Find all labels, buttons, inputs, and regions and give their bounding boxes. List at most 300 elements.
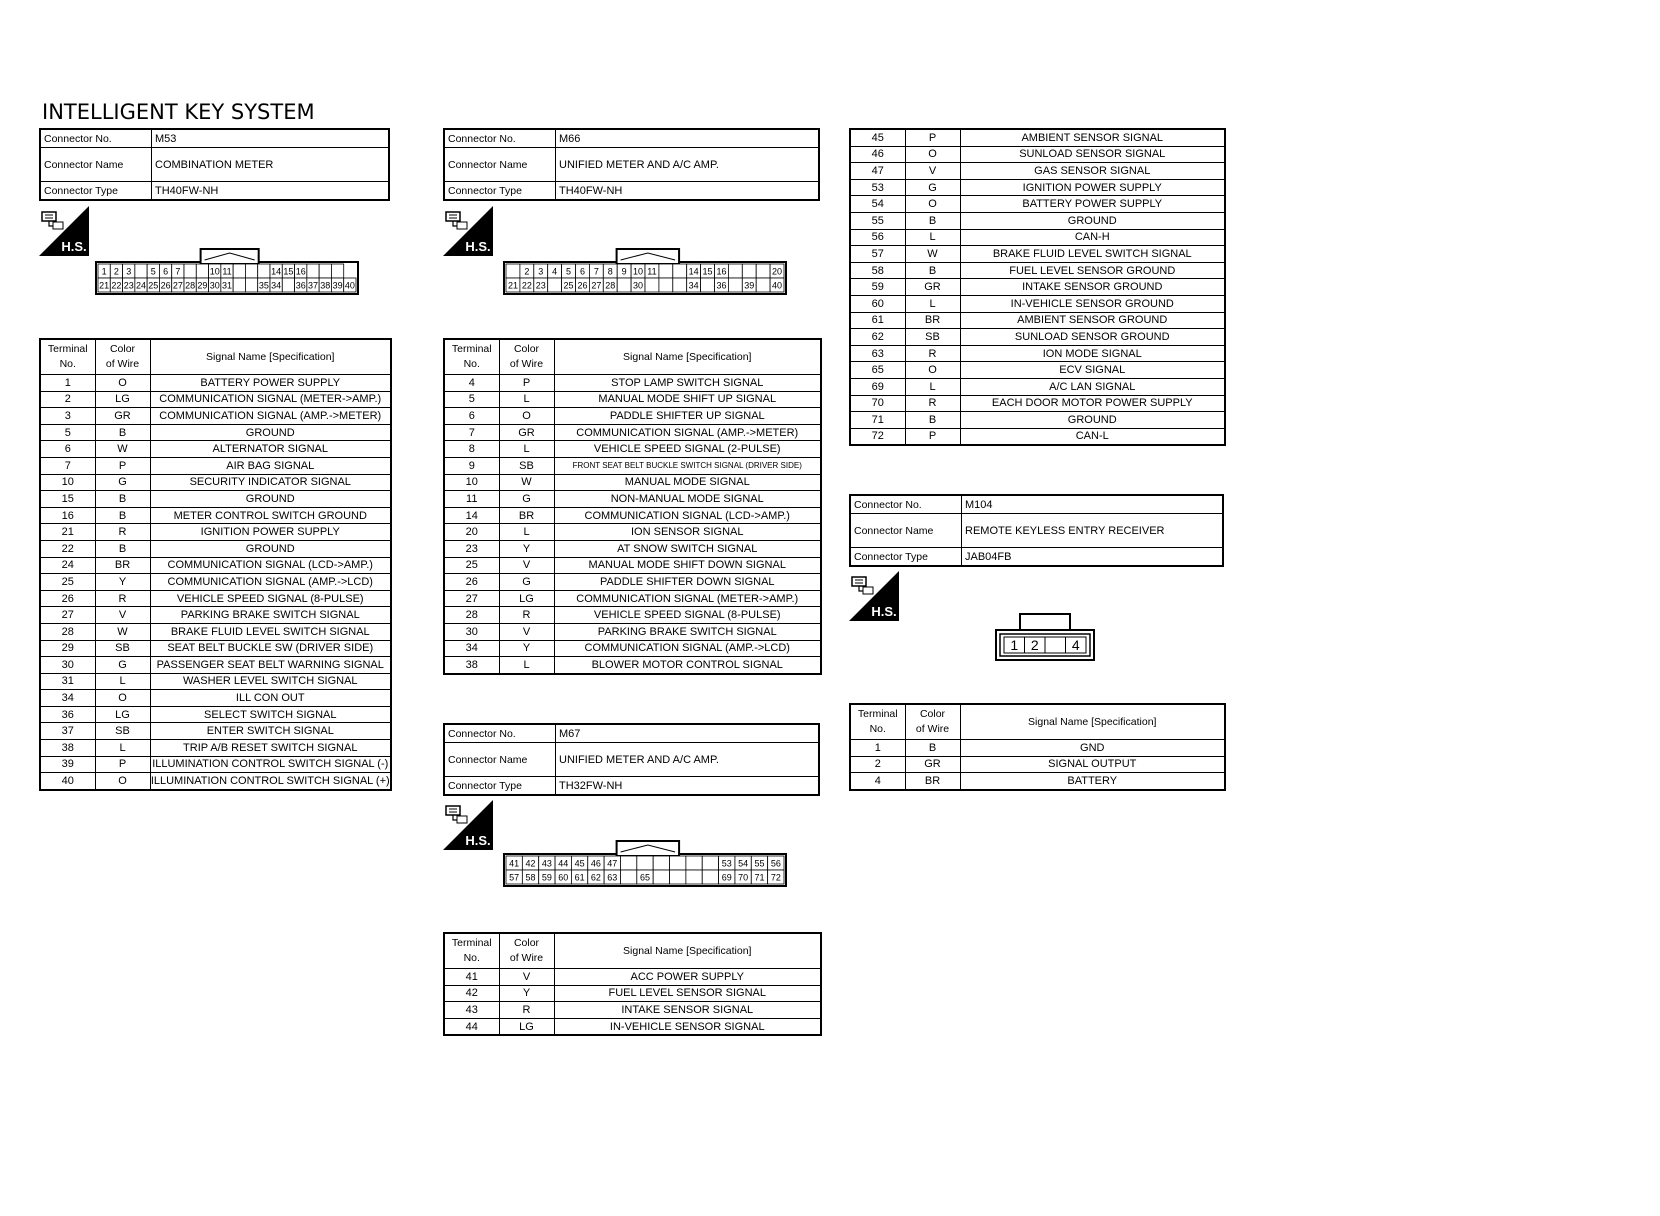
table-row — [444, 657, 821, 674]
wire-color-cell: L — [95, 740, 150, 757]
wire-color-cell: O — [905, 196, 960, 213]
label-connector-type: Connector Type — [850, 548, 962, 567]
pin-number: 10 — [633, 266, 644, 277]
wire-color-cell: G — [95, 474, 150, 491]
pin-number: 30 — [633, 280, 644, 291]
signal-name-cell: CAN-H — [960, 229, 1225, 246]
table-row — [444, 623, 821, 640]
pin-number: 11 — [647, 266, 657, 277]
terminal-cell: 72 — [850, 428, 905, 445]
wire-color-cell: L — [499, 441, 554, 458]
pin-number: 7 — [175, 266, 181, 277]
pin-number: 2 — [1030, 637, 1039, 653]
signal-name-cell: GAS SENSOR SIGNAL — [960, 163, 1225, 180]
terminal-cell: 7 — [444, 424, 499, 441]
wire-color-cell: L — [905, 378, 960, 395]
terminal-cell: 23 — [444, 540, 499, 557]
table-row — [40, 408, 391, 425]
wire-color-cell: GR — [905, 756, 960, 773]
signal-name-cell: INTAKE SENSOR SIGNAL — [554, 1002, 821, 1019]
pin-number: 4 — [552, 266, 558, 277]
signal-name-cell: GND — [960, 740, 1225, 757]
pin-number: 30 — [209, 280, 220, 291]
signal-name-cell: BATTERY — [960, 773, 1225, 790]
wire-color-cell: Y — [95, 574, 150, 591]
label-connector-name: Connector Name — [850, 514, 962, 548]
hs-badge-icon — [443, 206, 493, 256]
pin-number: 2 — [113, 266, 119, 277]
table-row — [850, 163, 1225, 180]
wire-color-cell: R — [95, 524, 150, 541]
wire-color-cell: B — [95, 507, 150, 524]
pin-number: 28 — [185, 280, 196, 291]
wire-color-cell: BR — [95, 557, 150, 574]
terminal-cell: 45 — [850, 129, 905, 146]
pin-cell — [659, 264, 673, 278]
signal-name-cell: VEHICLE SPEED SIGNAL (2-PULSE) — [554, 441, 821, 458]
wire-color-cell: V — [905, 163, 960, 180]
header-terminal-line2: No. — [59, 358, 76, 370]
signal-table-m104 — [849, 703, 1226, 791]
wire-color-cell: GR — [499, 424, 554, 441]
table-row — [444, 557, 821, 574]
pin-number: 31 — [221, 280, 233, 291]
terminal-cell: 30 — [40, 657, 95, 674]
terminal-cell: 57 — [850, 246, 905, 263]
table-row — [40, 773, 391, 790]
pin-number: 20 — [772, 266, 783, 277]
terminal-cell: 10 — [40, 474, 95, 491]
pin-cell — [728, 264, 742, 278]
pin-number: 55 — [754, 858, 765, 869]
pin-cell — [506, 264, 520, 278]
table-row — [444, 969, 821, 986]
terminal-cell: 10 — [444, 474, 499, 491]
terminal-cell: 30 — [444, 623, 499, 640]
signal-name-cell: BRAKE FLUID LEVEL SWITCH SIGNAL — [960, 246, 1225, 263]
table-row — [444, 1002, 821, 1019]
terminal-cell: 20 — [444, 524, 499, 541]
terminal-cell: 8 — [444, 441, 499, 458]
signal-name-cell: COMMUNICATION SIGNAL (LCD->AMP.) — [554, 507, 821, 524]
header-signal-name: Signal Name [Specification] — [554, 339, 821, 375]
wire-color-cell: R — [95, 590, 150, 607]
label-connector-name: Connector Name — [444, 148, 556, 182]
table-row — [850, 212, 1225, 229]
pin-number: 35 — [258, 280, 269, 291]
pin-number: 72 — [770, 872, 781, 883]
table-row — [40, 375, 391, 392]
wire-color-cell: B — [905, 412, 960, 429]
pin-number: 53 — [721, 858, 732, 869]
terminal-cell: 53 — [850, 179, 905, 196]
terminal-cell: 3 — [40, 408, 95, 425]
table-row — [850, 262, 1225, 279]
wire-color-cell: O — [499, 408, 554, 425]
signal-name-cell: GROUND — [150, 540, 391, 557]
table-row — [40, 723, 391, 740]
signal-name-cell: MANUAL MODE SHIFT DOWN SIGNAL — [554, 557, 821, 574]
label-connector-no: Connector No. — [40, 129, 152, 148]
table-row — [40, 690, 391, 707]
table-row — [40, 657, 391, 674]
signal-name-cell: SUNLOAD SENSOR GROUND — [960, 329, 1225, 346]
terminal-cell: 1 — [40, 375, 95, 392]
signal-name-cell: A/C LAN SIGNAL — [960, 378, 1225, 395]
wire-color-cell: W — [499, 474, 554, 491]
table-row — [444, 524, 821, 541]
signal-name-cell: STOP LAMP SWITCH SIGNAL — [554, 375, 821, 392]
pin-number: 1 — [1010, 637, 1019, 653]
wire-color-cell: L — [499, 524, 554, 541]
terminal-cell: 71 — [850, 412, 905, 429]
signal-name-cell: SUNLOAD SENSOR SIGNAL — [960, 146, 1225, 163]
signal-name-cell: FUEL LEVEL SENSOR SIGNAL — [554, 985, 821, 1002]
connector-diagram-m53 — [95, 248, 359, 298]
pin-cell — [670, 856, 686, 870]
wire-color-cell: Y — [499, 640, 554, 657]
wire-color-cell: O — [95, 690, 150, 707]
pin-cell — [307, 264, 319, 278]
pin-number: 47 — [607, 858, 618, 869]
terminal-cell: 28 — [40, 623, 95, 640]
header-terminal-line1: Terminal — [857, 708, 898, 720]
table-row — [850, 295, 1225, 312]
pin-number: 15 — [283, 266, 294, 277]
wire-color-cell: SB — [95, 640, 150, 657]
terminal-cell: 31 — [40, 673, 95, 690]
terminal-cell: 22 — [40, 540, 95, 557]
signal-name-cell: WASHER LEVEL SWITCH SIGNAL — [150, 673, 391, 690]
terminal-cell: 16 — [40, 507, 95, 524]
signal-name-cell: BATTERY POWER SUPPLY — [960, 196, 1225, 213]
signal-name-cell: SIGNAL OUTPUT — [960, 756, 1225, 773]
header-color-of-wire — [499, 933, 554, 969]
pin-number: 54 — [738, 858, 749, 869]
signal-name-cell: ILLUMINATION CONTROL SWITCH SIGNAL (+) — [150, 773, 391, 790]
signal-name-cell: VEHICLE SPEED SIGNAL (8-PULSE) — [150, 590, 391, 607]
header-terminal-no — [850, 704, 905, 740]
table-row — [444, 441, 821, 458]
terminal-cell: 14 — [444, 507, 499, 524]
wire-color-cell: V — [499, 557, 554, 574]
signal-name-cell: SECURITY INDICATOR SIGNAL — [150, 474, 391, 491]
terminal-cell: 55 — [850, 212, 905, 229]
pin-cell — [548, 278, 562, 292]
pin-number: 15 — [702, 266, 713, 277]
header-terminal-line1: Terminal — [451, 937, 492, 949]
table-row — [444, 507, 821, 524]
connector-info-m67 — [443, 723, 820, 796]
table-row — [850, 279, 1225, 296]
pin-number: 16 — [716, 266, 727, 277]
wire-color-cell: G — [499, 491, 554, 508]
wire-color-cell: V — [499, 623, 554, 640]
table-row — [850, 756, 1225, 773]
table-row — [40, 457, 391, 474]
table-row — [40, 607, 391, 624]
header-color-line2: of Wire — [105, 358, 140, 370]
pin-cell — [670, 870, 686, 884]
signal-name-cell: BLOWER MOTOR CONTROL SIGNAL — [554, 657, 821, 674]
terminal-cell: 5 — [444, 391, 499, 408]
terminal-cell: 36 — [40, 706, 95, 723]
signal-name-cell: METER CONTROL SWITCH GROUND — [150, 507, 391, 524]
hs-label: H.S. — [465, 833, 491, 848]
pin-number: 58 — [525, 872, 536, 883]
signal-name-cell: SELECT SWITCH SIGNAL — [150, 706, 391, 723]
connector-no-value: M67 — [556, 724, 820, 743]
wire-color-cell: SB — [499, 457, 554, 474]
pin-number: 14 — [271, 266, 282, 277]
table-row — [40, 623, 391, 640]
pin-number: 21 — [507, 280, 518, 291]
header-signal-name: Signal Name [Specification] — [960, 704, 1225, 740]
label-connector-no: Connector No. — [444, 724, 556, 743]
signal-name-cell: AIR BAG SIGNAL — [150, 457, 391, 474]
pin-cell — [728, 278, 742, 292]
wire-color-cell: L — [499, 657, 554, 674]
signal-name-cell: ACC POWER SUPPLY — [554, 969, 821, 986]
pin-number: 2 — [524, 266, 530, 277]
table-row — [850, 229, 1225, 246]
terminal-cell: 26 — [40, 590, 95, 607]
wire-color-cell: Y — [499, 985, 554, 1002]
connector-no-value: M53 — [152, 129, 390, 148]
table-row — [850, 345, 1225, 362]
table-row — [444, 391, 821, 408]
pin-number: 60 — [558, 872, 569, 883]
terminal-cell: 11 — [444, 491, 499, 508]
terminal-cell: 2 — [850, 756, 905, 773]
table-row — [40, 424, 391, 441]
terminal-cell: 40 — [40, 773, 95, 790]
table-row — [40, 574, 391, 591]
terminal-cell: 6 — [40, 441, 95, 458]
wire-color-cell: LG — [499, 1018, 554, 1035]
terminal-cell: 4 — [444, 375, 499, 392]
pin-number: 42 — [525, 858, 536, 869]
pin-cell — [331, 264, 343, 278]
table-row — [40, 474, 391, 491]
pin-number: 21 — [99, 280, 110, 291]
wire-color-cell: V — [95, 607, 150, 624]
pin-number: 22 — [521, 280, 532, 291]
wire-color-cell: G — [95, 657, 150, 674]
wire-color-cell: B — [905, 212, 960, 229]
pin-number: 25 — [148, 280, 159, 291]
hs-label: H.S. — [61, 239, 87, 254]
terminal-cell: 61 — [850, 312, 905, 329]
signal-name-cell: ALTERNATOR SIGNAL — [150, 441, 391, 458]
table-row — [40, 740, 391, 757]
signal-name-cell: INTAKE SENSOR GROUND — [960, 279, 1225, 296]
terminal-cell: 4 — [850, 773, 905, 790]
pin-number: 39 — [744, 280, 755, 291]
pin-cell — [282, 278, 294, 292]
signal-name-cell: COMMUNICATION SIGNAL (METER->AMP.) — [554, 590, 821, 607]
pin-number: 23 — [535, 280, 546, 291]
pin-number: 23 — [123, 280, 134, 291]
pin-number: 8 — [607, 266, 613, 277]
terminal-cell: 54 — [850, 196, 905, 213]
table-row — [850, 146, 1225, 163]
signal-name-cell: PARKING BRAKE SWITCH SIGNAL — [150, 607, 391, 624]
signal-name-cell: PASSENGER SEAT BELT WARNING SIGNAL — [150, 657, 391, 674]
pin-number: 41 — [509, 858, 520, 869]
header-terminal-line2: No. — [463, 952, 480, 964]
wire-color-cell: W — [95, 623, 150, 640]
pin-cell — [637, 856, 653, 870]
connector-diagram-m66 — [503, 248, 787, 298]
terminal-cell: 21 — [40, 524, 95, 541]
table-row — [850, 378, 1225, 395]
terminal-cell: 24 — [40, 557, 95, 574]
wire-color-cell: V — [499, 969, 554, 986]
wire-color-cell: R — [499, 607, 554, 624]
wire-color-cell: G — [905, 179, 960, 196]
header-terminal-no — [444, 339, 499, 375]
signal-name-cell: GROUND — [960, 212, 1225, 229]
pin-cell — [673, 264, 687, 278]
terminal-cell: 9 — [444, 457, 499, 474]
pin-number: 25 — [563, 280, 574, 291]
signal-name-cell: IN-VEHICLE SENSOR SIGNAL — [554, 1018, 821, 1035]
pin-cell — [673, 278, 687, 292]
pin-number: 16 — [295, 266, 306, 277]
wire-color-cell: W — [905, 246, 960, 263]
signal-name-cell: MANUAL MODE SHIFT UP SIGNAL — [554, 391, 821, 408]
label-connector-name: Connector Name — [40, 148, 152, 182]
terminal-cell: 70 — [850, 395, 905, 412]
pin-number: 37 — [307, 280, 319, 291]
table-row — [850, 362, 1225, 379]
table-row — [444, 574, 821, 591]
pin-number: 45 — [574, 858, 585, 869]
terminal-cell: 62 — [850, 329, 905, 346]
pin-number: 62 — [590, 872, 601, 883]
pin-number: 63 — [607, 872, 618, 883]
table-row — [444, 408, 821, 425]
connector-no-value: M104 — [962, 495, 1224, 514]
label-connector-no: Connector No. — [850, 495, 962, 514]
pin-cell — [617, 278, 631, 292]
header-color-of-wire — [95, 339, 150, 375]
terminal-cell: 63 — [850, 345, 905, 362]
signal-name-cell: AMBIENT SENSOR SIGNAL — [960, 129, 1225, 146]
header-terminal-line2: No. — [463, 358, 480, 370]
terminal-cell: 27 — [444, 590, 499, 607]
wire-color-cell: W — [95, 441, 150, 458]
table-row — [444, 491, 821, 508]
signal-name-cell: EACH DOOR MOTOR POWER SUPPLY — [960, 395, 1225, 412]
header-color-line1: Color — [919, 708, 946, 720]
pin-number: 6 — [163, 266, 169, 277]
terminal-cell: 38 — [444, 657, 499, 674]
table-row — [40, 441, 391, 458]
table-row — [40, 507, 391, 524]
signal-table-m66 — [443, 338, 822, 675]
wire-color-cell: P — [499, 375, 554, 392]
connector-name-value: UNIFIED METER AND A/C AMP. — [556, 148, 820, 182]
wire-color-cell: R — [499, 1002, 554, 1019]
pin-number: 27 — [591, 280, 602, 291]
terminal-cell: 7 — [40, 457, 95, 474]
terminal-cell: 44 — [444, 1018, 499, 1035]
pin-number: 11 — [222, 266, 232, 277]
signal-name-cell: AMBIENT SENSOR GROUND — [960, 312, 1225, 329]
table-row — [40, 391, 391, 408]
pin-cell — [135, 264, 147, 278]
pin-number: 70 — [738, 872, 749, 883]
pin-number: 3 — [538, 266, 544, 277]
table-row — [850, 246, 1225, 263]
terminal-cell: 38 — [40, 740, 95, 757]
wire-color-cell: P — [905, 129, 960, 146]
pin-cell — [620, 870, 636, 884]
signal-name-cell: VEHICLE SPEED SIGNAL (8-PULSE) — [554, 607, 821, 624]
pin-cell — [620, 856, 636, 870]
signal-name-cell: ECV SIGNAL — [960, 362, 1225, 379]
wire-color-cell: L — [905, 229, 960, 246]
connector-info-m66 — [443, 128, 820, 201]
pin-number: 10 — [209, 266, 220, 277]
pin-cell — [686, 856, 702, 870]
terminal-cell: 41 — [444, 969, 499, 986]
signal-name-cell: SEAT BELT BUCKLE SW (DRIVER SIDE) — [150, 640, 391, 657]
pin-number: 44 — [558, 858, 569, 869]
table-row — [444, 985, 821, 1002]
signal-name-cell: FUEL LEVEL SENSOR GROUND — [960, 262, 1225, 279]
wire-color-cell: R — [905, 345, 960, 362]
wire-color-cell: B — [95, 424, 150, 441]
connector-info-m104 — [849, 494, 1224, 567]
pin-number: 4 — [1071, 637, 1080, 653]
signal-name-cell: COMMUNICATION SIGNAL (LCD->AMP.) — [150, 557, 391, 574]
table-row — [444, 424, 821, 441]
table-row — [444, 590, 821, 607]
signal-name-cell: ILLUMINATION CONTROL SWITCH SIGNAL (-) — [150, 756, 391, 773]
signal-name-cell: ION MODE SIGNAL — [960, 345, 1225, 362]
terminal-cell: 56 — [850, 229, 905, 246]
table-header-row — [444, 933, 821, 969]
pin-number: 46 — [590, 858, 601, 869]
terminal-cell: 65 — [850, 362, 905, 379]
hs-badge-icon — [39, 206, 89, 256]
pin-number: 36 — [295, 280, 306, 291]
table-row — [40, 706, 391, 723]
signal-name-cell: PARKING BRAKE SWITCH SIGNAL — [554, 623, 821, 640]
pin-cell — [184, 264, 196, 278]
signal-name-cell: FRONT SEAT BELT BUCKLE SWITCH SIGNAL (DRIVER SIDE) — [554, 457, 821, 474]
pin-cell — [702, 856, 718, 870]
pin-cell — [653, 870, 669, 884]
wire-color-cell: LG — [499, 590, 554, 607]
table-row — [444, 540, 821, 557]
pin-number: 65 — [639, 872, 651, 883]
pin-cell — [653, 856, 669, 870]
table-row — [40, 673, 391, 690]
wire-color-cell: G — [499, 574, 554, 591]
pin-cell — [196, 264, 208, 278]
terminal-cell: 28 — [444, 607, 499, 624]
label-connector-type: Connector Type — [40, 182, 152, 201]
table-row — [40, 540, 391, 557]
terminal-cell: 39 — [40, 756, 95, 773]
pin-cell — [319, 264, 331, 278]
wire-color-cell: L — [905, 295, 960, 312]
pin-number: 61 — [574, 872, 585, 883]
